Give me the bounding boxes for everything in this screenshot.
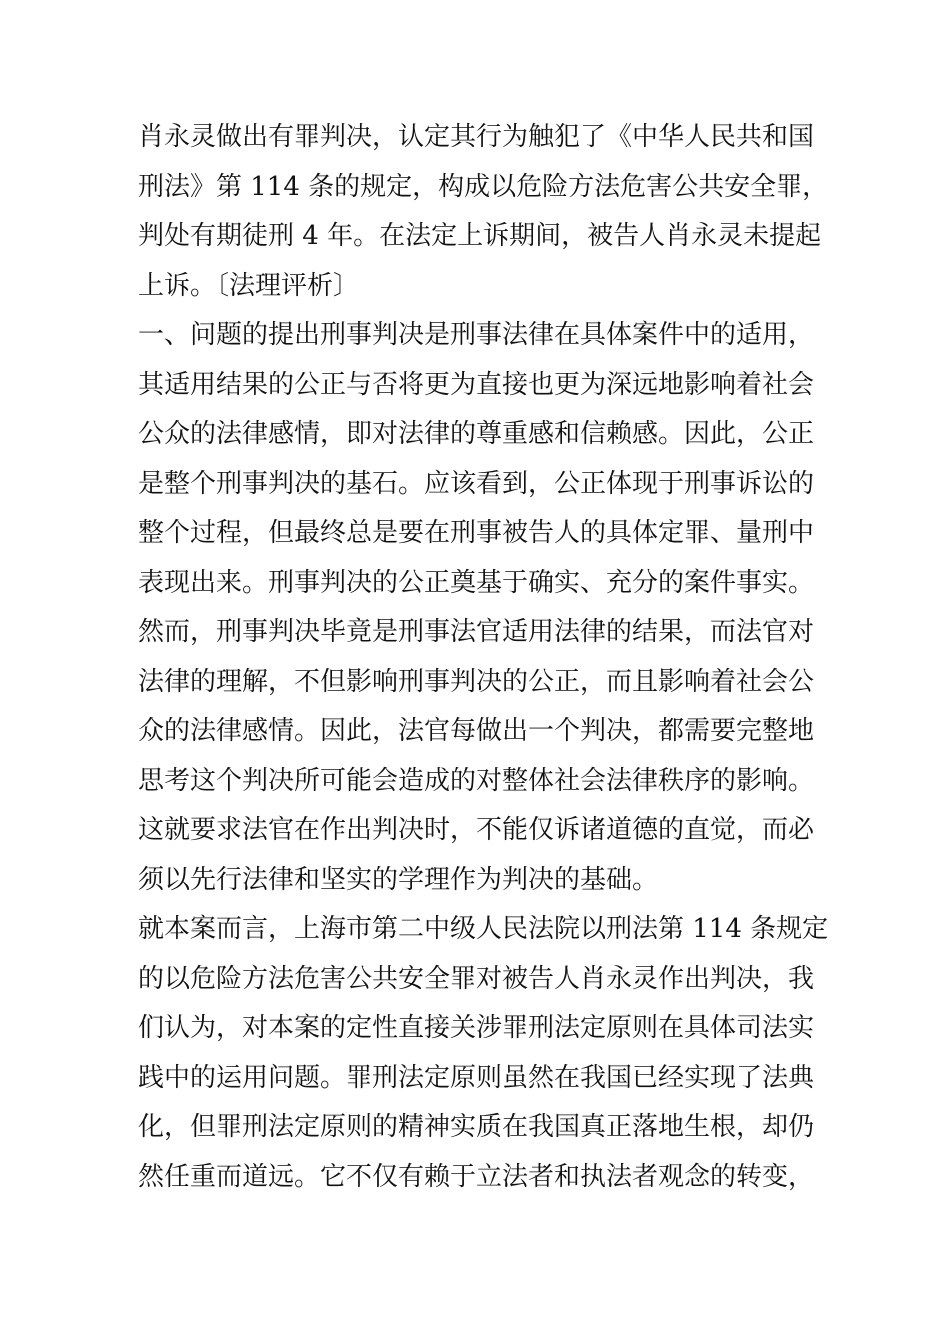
- text-line: 须以先行法律和坚实的学理作为判决的基础。: [138, 864, 659, 895]
- text-line: 然而，刑事判决毕竟是刑事法官适用法律的结果，而法官对: [138, 617, 815, 647]
- text-line: 刑法》第 114 条的规定，构成以危险方法危害公共安全罪，: [138, 171, 829, 202]
- text-line: 的以危险方法危害公共安全罪对被告人肖永灵作出判决，我: [138, 963, 815, 994]
- text-line: 践中的运用问题。罪刑法定原则虽然在我国已经实现了法典: [138, 1062, 815, 1093]
- text-line: 就本案而言，上海市第二中级人民法院以刑法第 114 条规定: [138, 914, 829, 944]
- text-line: 一、问题的提出刑事判决是刑事法律在具体案件中的适用，: [138, 320, 815, 350]
- text-line: 化，但罪刑法定原则的精神实质在我国真正落地生根，却仍: [138, 1112, 815, 1142]
- text-line: 判处有期徒刑 4 年。在法定上诉期间，被告人肖永灵未提起: [138, 221, 822, 251]
- text-line: 整个过程，但最终总是要在刑事被告人的具体定罪、量刑中: [138, 518, 815, 548]
- text-line: 思考这个判决所可能会造成的对整体社会法律秩序的影响。: [138, 765, 815, 796]
- text-line: 上诉。〔法理评析〕: [138, 270, 360, 301]
- body-text: [138, 113, 829, 1202]
- text-line: 其适用结果的公正与否将更为直接也更为深远地影响着社会: [138, 369, 815, 400]
- text-line: 肖永灵做出有罪判决，认定其行为触犯了《中华人民共和国: [138, 122, 815, 152]
- text-line: 表现出来。刑事判决的公正奠基于确实、充分的案件事实。: [138, 567, 815, 598]
- text-line: 众的法律感情。因此，法官每做出一个判决，都需要完整地: [138, 716, 815, 746]
- text-line: 是整个刑事判决的基石。应该看到，公正体现于刑事诉讼的: [138, 468, 815, 499]
- text-line: 法律的理解，不但影响刑事判决的公正，而且影响着社会公: [138, 666, 815, 697]
- text-line: 公众的法律感情，即对法律的尊重感和信赖感。因此，公正: [138, 419, 815, 449]
- text-line: 这就要求法官在作出判决时，不能仅诉诸道德的直觉，而必: [138, 815, 815, 845]
- text-line: 们认为，对本案的定性直接关涉罪刑法定原则在具体司法实: [138, 1013, 815, 1043]
- text-line: 然任重而道远。它不仅有赖于立法者和执法者观念的转变，: [138, 1161, 815, 1192]
